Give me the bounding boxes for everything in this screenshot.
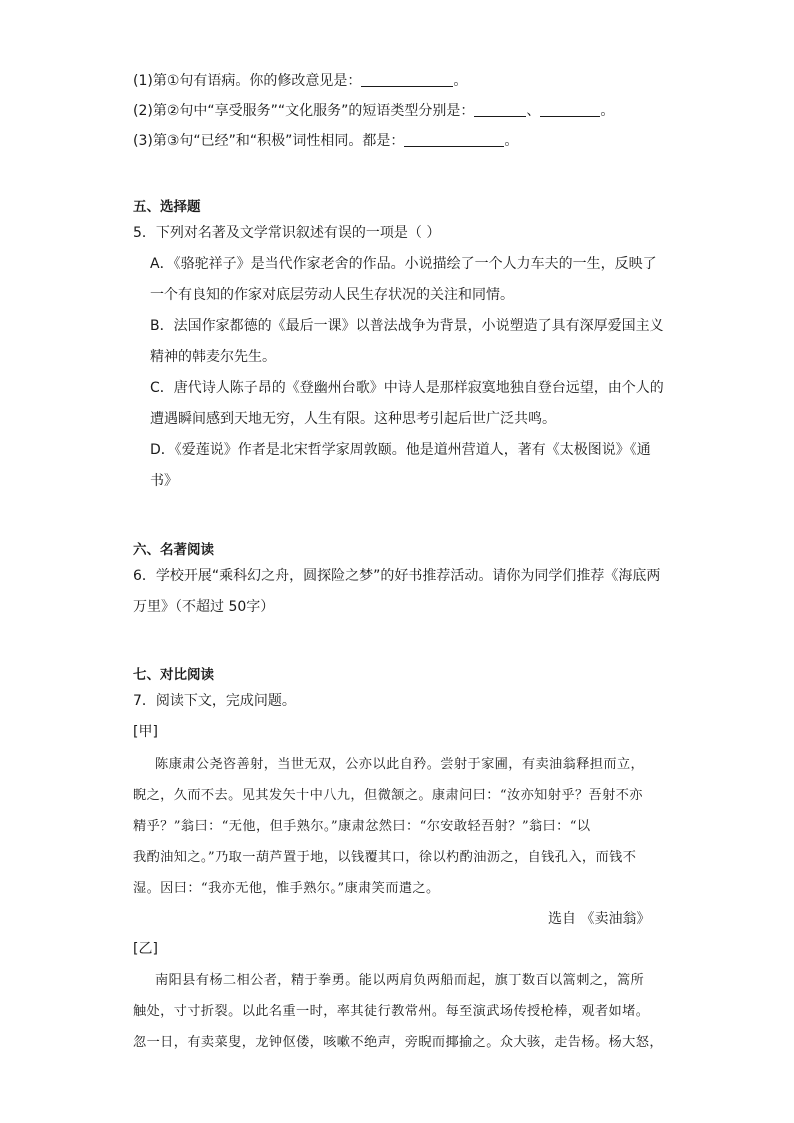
option-a-line-2: 一个有良知的作家对底层劳动人民生存状况的关注和同情。 [150,287,514,303]
answer-blank-2b[interactable] [540,102,600,117]
option-d-line-1: D．《爱莲说》作者是北宋哲学家周敦颐。他是道州营道人，著有《太极图说》《通 [150,442,651,458]
passage-yi-line-3: 忽一日，有卖菜叟，龙钟伛偻，咳嗽不绝声，旁睨而揶揄之。众大骇，走告杨。杨大怒， [133,1035,663,1050]
option-d-line-2: 书》 [150,473,178,489]
option-b-line-1: B．法国作家都德的《最后一课》以普法战争为背景，小说塑造了具有深厚爱国主义 [150,318,664,334]
passage-jia-line-4: 我酌油知之。”乃取一葫芦置于地，以钱覆其口，徐以杓酌油沥之，自钱孔入，而钱不 [133,850,637,865]
option-c-line-1: C．唐代诗人陈子昂的《登幽州台歌》中诗人是那样寂寞地独自登台远望，由个人的 [150,380,664,396]
question-6-line-2: 万里》（不超过 50字） [133,599,275,615]
passage-jia-line-3: 精乎？”翁曰：“无他，但手熟尔。”康肃忿然曰：“尔安敢轻吾射？”翁曰：“以 [133,819,591,834]
question-2-sep: 、 [526,103,541,119]
section-5-heading: 五、选择题 [133,199,201,215]
section-6-heading: 六、名著阅读 [133,542,214,558]
passage-jia-label: [甲] [133,724,158,740]
passage-yi-line-1: 南阳县有杨二相公者，精于拳勇。能以两肩负两船而起，旗丁数百以篙刺之，篙所 [155,973,645,988]
answer-blank-2a[interactable] [474,102,526,117]
question-2-line [133,101,614,121]
passage-jia-source: 选自 《卖油翁》 [548,911,651,927]
passage-jia-line-2: 睨之，久而不去。见其发矢十中八九，但微颔之。康肃问曰：“汝亦知射乎？吾射不亦 [133,788,643,803]
option-c-line-2: 遭遇瞬间感到天地无穷，人生有限。这种思考引起后世广泛共鸣。 [150,411,556,427]
passage-yi-label: [乙] [133,941,158,957]
question-3-text: (3)第③句“已经”和“积极”词性相同。都是： [133,133,405,149]
passage-yi-line-2: 触处，寸寸折裂。以此名重一时，率其徒行教常州。每至演武场传授枪棒，观者如堵。 [133,1004,650,1019]
question-3-end: 。 [504,133,519,149]
section-7-heading: 七、对比阅读 [133,667,214,683]
question-2-text: (2)第②句中“享受服务”“文化服务”的短语类型分别是： [133,103,475,119]
question-7: 7．阅读下文，完成问题。 [133,693,296,709]
option-b-line-2: 精神的韩麦尔先生。 [150,349,276,365]
answer-blank-3[interactable] [404,132,504,147]
passage-jia-line-1: 陈康肃公尧咨善射，当世无双，公亦以此自矜。尝射于家圃，有卖油翁释担而立， [155,757,645,772]
question-5: 5．下列对名著及文学常识叙述有误的一项是（ ） [133,225,441,241]
question-2-end: 。 [600,103,615,119]
question-1-line [133,71,467,91]
question-1-text: (1)第①句有语病。你的修改意见是： [133,73,362,89]
question-3-line [133,131,518,151]
answer-blank-1[interactable] [361,72,453,87]
question-1-end: 。 [453,73,468,89]
question-6-line-1: 6．学校开展“乘科幻之舟，圆探险之梦”的好书推荐活动。请你为同学们推荐《海底两 [133,568,661,584]
option-a-line-1: A．《骆驼祥子》是当代作家老舍的作品。小说描绘了一个人力车夫的一生，反映了 [150,256,657,272]
passage-jia-line-5: 湿。因曰：“我亦无他，惟手熟尔。”康肃笑而遣之。 [133,881,440,896]
